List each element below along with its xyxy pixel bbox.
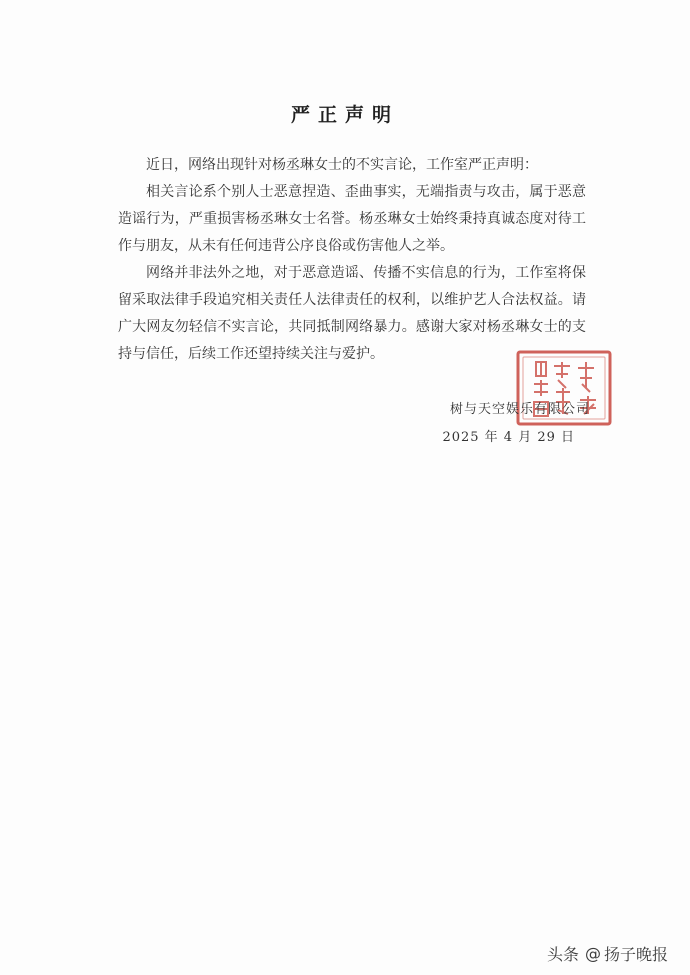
watermark-at: @ (584, 944, 601, 963)
paragraph-1: 近日，网络出现针对杨丞琳女士的不实言论，工作室严正声明： (146, 157, 538, 173)
statement-date: 2025 年 4 月 29 日 (442, 430, 575, 445)
statement-body (118, 152, 586, 368)
page-title: 严正声明 (290, 104, 399, 126)
source-watermark (547, 942, 668, 965)
paragraph-3: 网络并非法外之地，对于恶意造谣、传播不实信息的行为，工作室将保留采取法律手段追究相关责任人法律责任的权利，以维护艺人合法权益。请广大网友勿轻信不实言论，共同抵制网络暴力。感谢大家对杨丞琳女士的支持与信任，后续工作还望持续关注与爱护。 (118, 265, 586, 362)
company-signature: 树与天空娱乐有限公司 (449, 402, 590, 417)
watermark-prefix: 头条 (546, 945, 579, 964)
paragraph-2: 相关言论系个别人士恶意捏造、歪曲事实，无端指责与攻击，属于恶意造谣行为，严重损害杨丞琳女士名誉。杨丞琳女士始终秉持真诚态度对待工作与朋友，从未有任何违背公序良俗或伤害他人之举。 (118, 184, 586, 254)
watermark-account: 扬子晚报 (603, 945, 668, 964)
